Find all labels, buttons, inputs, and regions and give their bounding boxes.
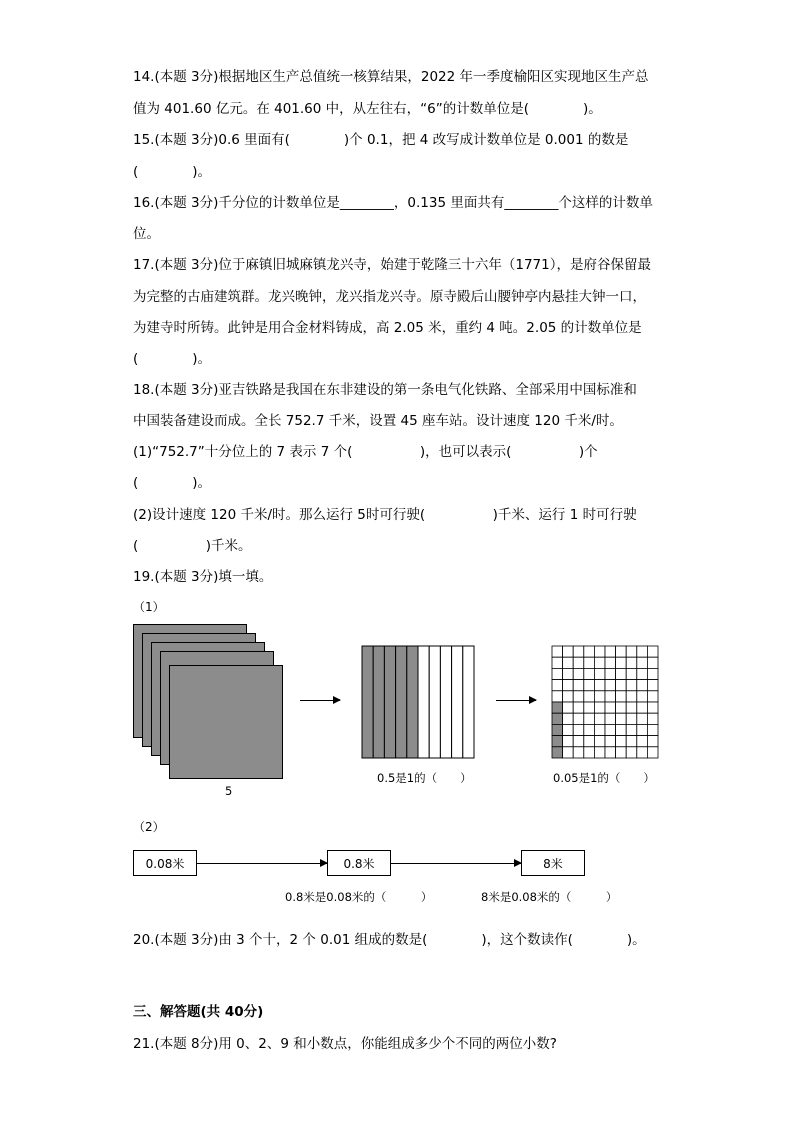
strip — [463, 646, 474, 758]
grid-cell — [594, 747, 605, 758]
strip — [418, 646, 429, 758]
grid-cell — [584, 691, 595, 702]
grid-cell — [637, 657, 648, 668]
grid-cell — [584, 646, 595, 657]
strip — [407, 646, 418, 758]
caption-0-8m: 0.8米是0.08米的（ ） — [285, 890, 433, 904]
grid-cell — [637, 724, 648, 735]
q16-line1: 16.(本题 3分)千分位的计数单位是________，0.135 里面共有________个这样的计数单 — [133, 195, 653, 211]
grid-cell — [616, 702, 627, 713]
grid-cell — [573, 668, 584, 679]
q17-line3: 为建寺时所铸。此钟是用合金材料铸成，高 2.05 米，重约 4 吨。2.05 的计数单位是 — [133, 320, 642, 336]
grid-cell — [637, 691, 648, 702]
box-0-8m: 0.8米 — [327, 850, 391, 876]
section3-heading: 三、解答题(共 40分) — [133, 1004, 264, 1020]
grid-cell — [605, 702, 616, 713]
grid-cell — [616, 713, 627, 724]
strip — [429, 646, 440, 758]
grid-cell — [552, 680, 563, 691]
grid-cell — [605, 747, 616, 758]
grid-cell — [626, 724, 637, 735]
grid-cell — [563, 668, 574, 679]
strips-square — [361, 645, 475, 759]
grid-cell — [626, 691, 637, 702]
arrow-right-icon — [496, 700, 536, 701]
grid-cell — [626, 702, 637, 713]
q18-line2: 中国装备建设而成。全长 752.7 千米，设置 45 座车站。设计速度 120 千米/时。 — [133, 413, 623, 429]
caption-strips: 0.5是1的（ ） — [377, 771, 472, 785]
grid-cell — [584, 680, 595, 691]
grid-cell — [616, 680, 627, 691]
grid-cell — [605, 691, 616, 702]
grid-cell — [616, 747, 627, 758]
grid-cell — [647, 724, 658, 735]
grid-cell — [552, 702, 563, 713]
q18-sub2-line2: ( )千米。 — [133, 538, 252, 554]
grid-cell — [552, 736, 563, 747]
grid-cell — [605, 724, 616, 735]
grid-cell — [605, 736, 616, 747]
grid-cell — [616, 668, 627, 679]
grid-cell — [605, 713, 616, 724]
grid-cell — [647, 713, 658, 724]
q19-part2-label: （2） — [133, 820, 165, 834]
caption-8m: 8米是0.08米的（ ） — [481, 890, 618, 904]
strip — [362, 646, 373, 758]
grid-cell — [573, 691, 584, 702]
box-0-08m: 0.08米 — [133, 850, 197, 876]
grid-cell — [616, 691, 627, 702]
grid-cell — [637, 713, 648, 724]
grid-cell — [552, 668, 563, 679]
q14-line2: 值为 401.60 亿元。在 401.60 中，从左往右，“6”的计数单位是( )。 — [133, 101, 602, 117]
grid-cell — [626, 680, 637, 691]
q17-line1: 17.(本题 3分)位于麻镇旧城麻镇龙兴寺，始建于乾隆三十六年（1771），是府谷保留最 — [133, 257, 651, 273]
grid-cell — [563, 646, 574, 657]
q17-line4: ( )。 — [133, 351, 212, 367]
grid-cell — [605, 657, 616, 668]
grid-cell — [594, 657, 605, 668]
grid-cell — [584, 668, 595, 679]
q18-sub1-line2: ( )。 — [133, 475, 212, 491]
grid-cell — [573, 713, 584, 724]
grid-cell — [647, 646, 658, 657]
grid-cell — [647, 747, 658, 758]
grid-cell — [647, 702, 658, 713]
hundred-grid — [551, 645, 659, 759]
grid-cell — [573, 657, 584, 668]
grid-cell — [605, 646, 616, 657]
grid-cell — [563, 657, 574, 668]
grid-cell — [626, 747, 637, 758]
caption-grid: 0.05是1的（ ） — [553, 771, 655, 785]
grid-cell — [573, 724, 584, 735]
grid-cell — [573, 736, 584, 747]
q19-part1-label: （1） — [133, 600, 165, 614]
grid-cell — [584, 713, 595, 724]
strip — [396, 646, 407, 758]
grid-cell — [563, 702, 574, 713]
strip — [452, 646, 463, 758]
strip — [440, 646, 451, 758]
grid-cell — [584, 747, 595, 758]
grid-cell — [584, 736, 595, 747]
grid-cell — [637, 680, 648, 691]
q14-line1: 14.(本题 3分)根据地区生产总值统一核算结果，2022 年一季度榆阳区实现地区生产总 — [133, 69, 649, 85]
grid-cell — [616, 724, 627, 735]
grid-cell — [626, 668, 637, 679]
grid-cell — [647, 657, 658, 668]
q18-line1: 18.(本题 3分)亚吉铁路是我国在东非建设的第一条电气化铁路、全部采用中国标准和 — [133, 382, 637, 398]
arrow-right-icon — [300, 700, 340, 701]
q17-line2: 为完整的古庙建筑群。龙兴晚钟，龙兴指龙兴寺。原寺殿后山腰钟亭内悬挂大钟一口， — [133, 289, 646, 305]
grid-cell — [594, 713, 605, 724]
grid-cell — [637, 668, 648, 679]
q20-line1: 20.(本题 3分)由 3 个十，2 个 0.01 组成的数是( )，这个数读作( )。 — [133, 932, 646, 948]
grid-cell — [563, 713, 574, 724]
grid-cell — [584, 702, 595, 713]
grid-cell — [594, 736, 605, 747]
grid-cell — [594, 702, 605, 713]
grid-cell — [647, 691, 658, 702]
strip — [373, 646, 384, 758]
grid-cell — [605, 668, 616, 679]
grid-cell — [552, 691, 563, 702]
grid-cell — [594, 646, 605, 657]
q18-sub2-line1: (2)设计速度 120 千米/时。那么运行 5时可行驶( )千米、运行 1 时可行驶 — [133, 507, 637, 523]
grid-cell — [605, 680, 616, 691]
q18-sub1-line1: (1)“752.7”十分位上的 7 表示 7 个( )，也可以表示( )个 — [133, 444, 598, 460]
grid-cell — [584, 657, 595, 668]
box-8m: 8米 — [521, 850, 585, 876]
q21-line1: 21.(本题 8分)用 0、2、9 和小数点，你能组成多少个不同的两位小数? — [133, 1036, 557, 1052]
grid-cell — [552, 646, 563, 657]
grid-cell — [552, 713, 563, 724]
grid-cell — [552, 724, 563, 735]
q15-line1: 15.(本题 3分)0.6 里面有( )个 0.1，把 4 改写成计数单位是 0.001 的数是 — [133, 132, 629, 148]
grid-cell — [563, 680, 574, 691]
grid-cell — [594, 680, 605, 691]
grid-cell — [616, 646, 627, 657]
grid-cell — [573, 680, 584, 691]
grid-cell — [573, 702, 584, 713]
grid-cell — [552, 747, 563, 758]
grid-cell — [552, 657, 563, 668]
grid-cell — [594, 724, 605, 735]
grid-cell — [647, 668, 658, 679]
grid-cell — [616, 736, 627, 747]
grid-cell — [626, 736, 637, 747]
grid-cell — [573, 747, 584, 758]
grid-cell — [594, 668, 605, 679]
grid-cell — [626, 713, 637, 724]
grid-cell — [573, 646, 584, 657]
grid-cell — [584, 724, 595, 735]
q15-line2: ( )。 — [133, 164, 212, 180]
grid-cell — [647, 680, 658, 691]
arrow-right-icon — [197, 863, 327, 864]
stack-caption: 5 — [225, 784, 233, 798]
grid-cell — [626, 657, 637, 668]
grid-cell — [637, 702, 648, 713]
grid-cell — [563, 736, 574, 747]
grid-cell — [637, 646, 648, 657]
grid-cell — [637, 747, 648, 758]
grid-cell — [616, 657, 627, 668]
grid-cell — [594, 691, 605, 702]
grid-cell — [563, 691, 574, 702]
arrow-right-icon — [391, 863, 521, 864]
grid-cell — [563, 724, 574, 735]
grid-cell — [647, 736, 658, 747]
q16-line2: 位。 — [133, 226, 160, 242]
grid-cell — [637, 736, 648, 747]
grid-cell — [563, 747, 574, 758]
grid-cell — [626, 646, 637, 657]
strip — [384, 646, 395, 758]
q19-title: 19.(本题 3分)填一填。 — [133, 569, 273, 585]
